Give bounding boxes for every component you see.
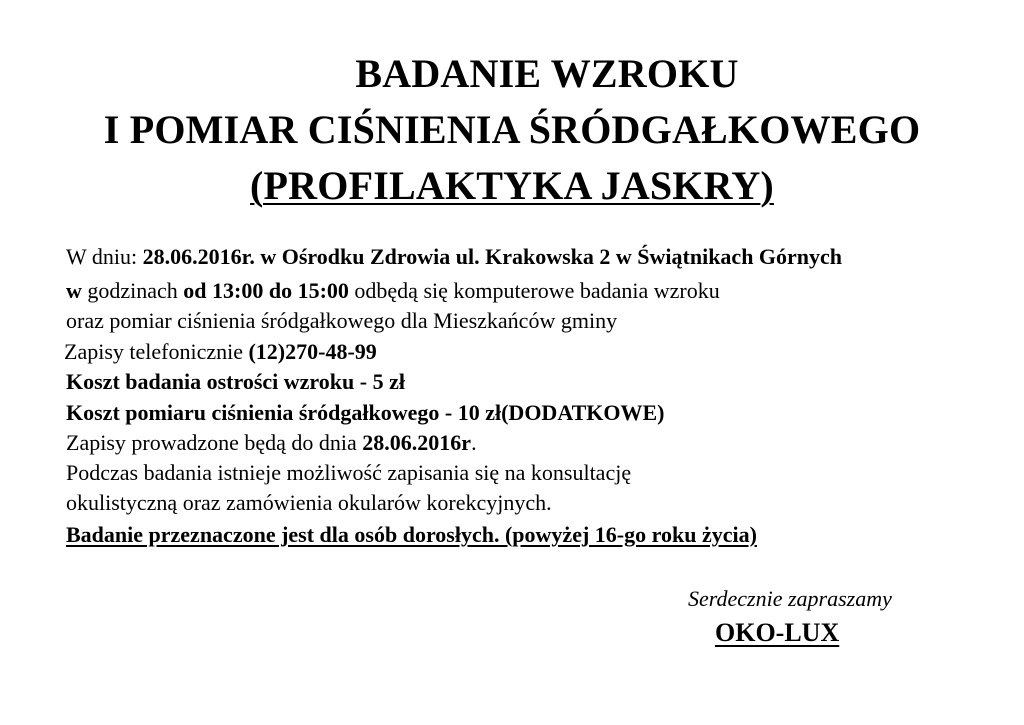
date-location-line xyxy=(66,243,842,271)
registration-deadline-line xyxy=(66,429,477,457)
phone-line xyxy=(64,338,377,366)
title-line-3 xyxy=(0,162,1024,210)
title-line-1: BADANIE WZROKU xyxy=(355,51,739,96)
hours-value: od 13:00 do 15:00 xyxy=(183,278,349,303)
phone-number: (12)270-48-99 xyxy=(248,339,377,364)
audience-note: Badanie przeznaczone jest dla osób dorosłych. (powyżej 16-go roku życia) xyxy=(66,522,757,547)
description-line: oraz pomiar ciśnienia śródgałkowego dla Mieszkańców gminy xyxy=(66,308,618,333)
title-line-2: I POMIAR CIŚNIENIA ŚRÓDGAŁKOWEGO xyxy=(103,107,921,152)
invitation-text: Serdecznie zapraszamy xyxy=(688,586,892,611)
cost-vision-line: Koszt badania ostrości wzroku - 5 zł xyxy=(66,369,405,394)
deadline-date: 28.06.2016r xyxy=(362,430,472,455)
deadline-period: . xyxy=(471,430,477,455)
hours-description: odbędą się komputerowe badania wzroku xyxy=(348,278,720,303)
brand-name xyxy=(715,617,839,649)
title-line-3-text: (PROFILAKTYKA JASKRY) xyxy=(250,163,774,208)
date-label: W dniu: xyxy=(66,244,143,269)
date-location-value: 28.06.2016r. w Ośrodku Zdrowia ul. Krakowska 2 w Świątnikach Górnych xyxy=(142,244,843,269)
cost-pressure-line: Koszt pomiaru ciśnienia śródgałkowego - 10 zł(DODATKOWE) xyxy=(66,400,665,425)
hours-line xyxy=(66,277,720,305)
hours-label: godzinach xyxy=(81,278,184,303)
phone-label: Zapisy telefonicznie xyxy=(64,339,249,364)
hours-w: w xyxy=(66,278,82,303)
deadline-label: Zapisy prowadzone będą do dnia xyxy=(66,430,363,455)
brand-name-text: OKO-LUX xyxy=(715,618,840,647)
consultation-line-1: Podczas badania istnieje możliwość zapisania się na konsultację xyxy=(66,460,632,485)
consultation-line-2: okulistyczną oraz zamówienia okularów korekcyjnych. xyxy=(66,490,552,515)
